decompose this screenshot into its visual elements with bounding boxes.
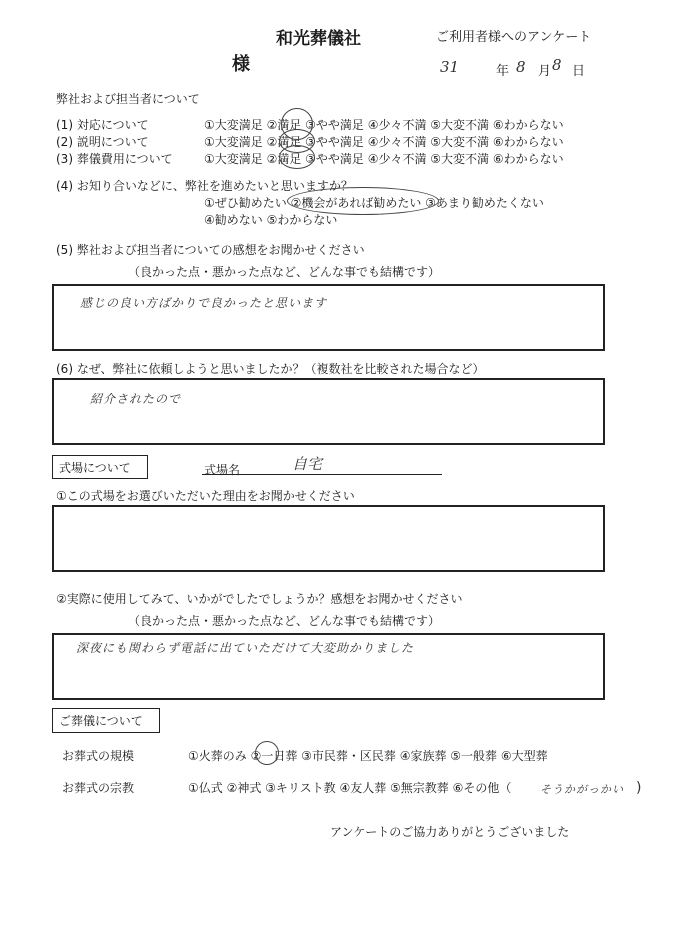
survey-title: ご利用者様へのアンケート [436,30,592,45]
date-year[interactable]: 31 [440,58,460,76]
funeral-religion-other[interactable]: そうかがっかい [540,783,624,796]
q5-answer-box[interactable] [52,284,605,351]
company-name: 和光葬儀社 [276,29,361,49]
venue-q2-answer-box[interactable] [52,633,605,700]
q1-label: (1) 対応について [56,118,149,132]
funeral-heading: ご葬儀について [52,708,160,733]
q2-label: (2) 説明について [56,135,149,149]
venue-name-value[interactable]: 自宅 [292,455,323,473]
venue-name-label: 式場名 [204,463,241,477]
footer-thanks: アンケートのご協力ありがとうございました [330,825,570,839]
section-heading-company: 弊社および担当者について [56,92,200,106]
q1-options[interactable]: ①大変満足 ②満足 ③やや満足 ④少々不満 ⑤大変不満 ⑥わからない [204,118,564,132]
selection-circle-icon [255,741,279,765]
funeral-religion-options[interactable]: ①仏式 ②神式 ③キリスト教 ④友人葬 ⑤無宗教葬 ⑥その他（ [188,781,512,795]
q5-hint: （良かった点・悪かった点など、どんな事でも結構です） [128,265,441,279]
funeral-scale-options[interactable]: ①火葬のみ ②一日葬 ③市民葬・区民葬 ④家族葬 ⑤一般葬 ⑥大型葬 [188,749,548,763]
funeral-scale-label: お葬式の規模 [62,749,135,763]
venue-q2-answer: 深夜にも関わらず電話に出ていただけて大変助かりました [76,641,415,655]
venue-q2-hint: （良かった点・悪かった点など、どんな事でも結構です） [128,614,441,628]
selection-circle-icon [279,145,315,169]
venue-q1: ①この式場をお選びいただいた理由をお聞かせください [56,489,355,503]
date-month-label: 月 [538,64,552,79]
closing-paren-icon: ) [636,780,642,796]
venue-q1-answer-box[interactable] [52,505,605,572]
q4-options-line1[interactable]: ①ぜひ勧めたい ②機会があれば勧めたい ③あまり勧めたくない [204,196,544,210]
venue-q2: ②実際に使用してみて、いかがでしたでしょうか？感想をお聞かせください [56,592,463,606]
q4-question: (4) お知り合いなどに、弊社を進めたいと思いますか？ [56,179,353,193]
date-day-label: 日 [572,64,586,79]
venue-heading: 式場について [52,455,148,479]
date-year-label: 年 [496,64,510,79]
customer-name-label: 様 [232,54,250,75]
q2-options[interactable]: ①大変満足 ②満足 ③やや満足 ④少々不満 ⑤大変不満 ⑥わからない [204,135,564,149]
q3-options[interactable]: ①大変満足 ②満足 ③やや満足 ④少々不満 ⑤大変不満 ⑥わからない [204,152,564,166]
funeral-religion-label: お葬式の宗教 [62,781,135,795]
date-month[interactable]: 8 [516,58,526,76]
q6-answer-box[interactable] [52,378,605,445]
selection-circle-icon [287,187,439,215]
q3-label: (3) 葬儀費用について [56,152,173,166]
q5-answer: 感じの良い方ばかりで良かったと思います [80,296,328,310]
q5-question: (5) 弊社および担当者についての感想をお聞かせください [56,243,365,257]
q6-answer: 紹介されたので [90,392,182,406]
q4-options-line2[interactable]: ④勧めない ⑤わからない [204,213,338,227]
date-day[interactable]: 8 [552,56,562,74]
q6-question: (6) なぜ、弊社に依頼しようと思いましたか？（複数社を比較された場合など） [56,362,485,376]
venue-name-underline [202,474,442,475]
